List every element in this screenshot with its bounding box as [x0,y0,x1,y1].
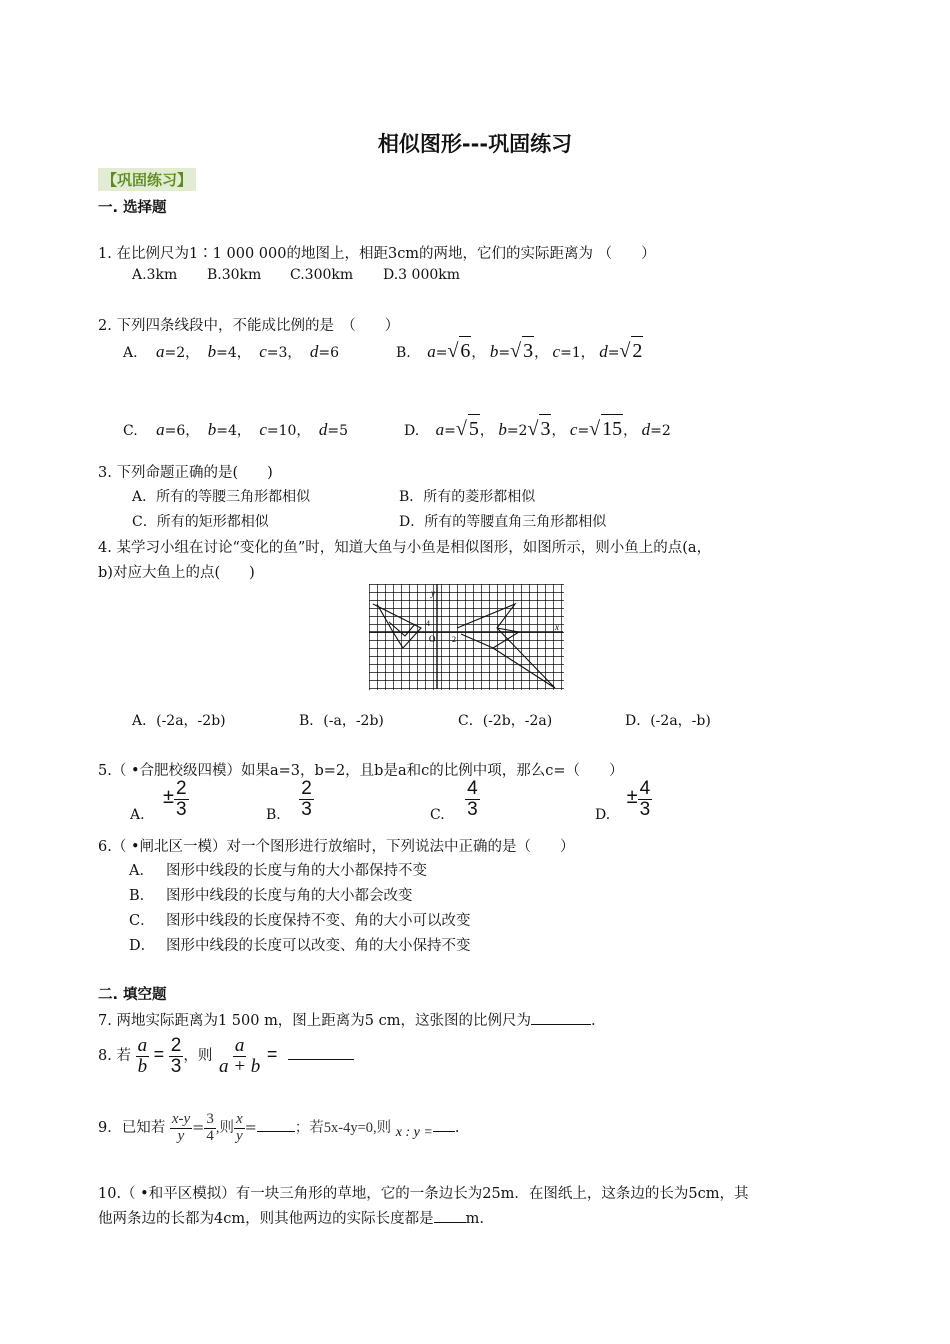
separator: ， [534,345,549,361]
var-d: d [309,342,319,361]
q2-option-b [396,336,643,367]
denominator: b [137,1055,148,1077]
q2-a-b-value: =4， [216,345,251,361]
question-9 [98,1104,459,1153]
equals-sign: = [577,423,590,439]
q1-option-a: A.3km [132,267,178,283]
tick-label-4: 4 [426,619,430,628]
fraction [638,779,653,820]
denominator: 3 [467,798,478,820]
q2-option-c [123,418,348,443]
q1-option-b: B.30km [207,267,262,283]
q3-option-d: D．所有的等腰直角三角形都相似 [399,514,607,530]
q5-option-c [430,778,480,824]
equals-sign: =2 [506,423,528,439]
var-b: b [207,420,217,439]
denominator: 3 [639,798,651,820]
q5-option-b [266,778,314,824]
var-b: b [489,342,499,361]
fraction-x-minus-y-over-y [170,1112,192,1145]
q3-option-b: B．所有的菱形都相似 [399,489,536,505]
q2-a-label: A. [123,345,138,361]
equals-sign: = [444,423,456,439]
equals-sign: = [266,1044,278,1064]
var-d: d [599,342,608,361]
q2-c-b-value: =4， [216,423,251,439]
radicand: 15 [601,414,623,443]
section-heading-choice: 一. 选择题 [98,200,167,216]
q2-c-c-value: =10， [266,423,311,439]
sqrt-expression: √ 5 [456,414,480,443]
q2-d-d-value: =2 [650,423,671,439]
section-heading-fill: 二. 填空题 [98,987,167,1003]
numerator: 2 [176,778,187,799]
q3-option-a: A．所有的等腰三角形都相似 [132,489,311,505]
question-3-stem: 3. 下列命题正确的是( ) [98,465,273,481]
numerator: 2 [301,778,312,799]
unit: m. [465,1211,484,1227]
radicand: 5 [468,414,480,443]
x-axis-label: x [555,622,559,632]
question-10-line2 [98,1207,484,1228]
question-8 [98,1030,354,1080]
numerator: 4 [639,778,651,799]
ratio-expression: x : y = [395,1125,433,1140]
answer-blank [434,1222,466,1223]
q2-b-c-value: =1， [560,345,595,361]
radicand: 3 [522,336,534,365]
q4-option-c: C．(-2b，-2a) [458,713,553,729]
fraction [299,779,314,820]
q2-c-a-value: =6， [164,423,200,439]
answer-blank [288,1059,354,1060]
answer-blank [531,1024,591,1025]
denominator: 3 [176,798,187,820]
denominator: y [177,1127,185,1144]
radicand: 6 [459,336,471,365]
period: . [591,1013,596,1029]
question-4-stem-line1: 4. 某学习小组在讨论“变化的鱼”时，知道大鱼与小鱼是相似图形，如图所示，则小鱼上的点(a， [98,540,712,556]
question-10-line1: 10.（ •和平区模拟）有一块三角形的草地，它的一条边长为25m．在图纸上，这条边的长为5cm，其 [98,1186,749,1202]
q2-a-c-value: =3， [266,345,302,361]
q2-c-d-value: =5 [327,423,348,439]
fraction-a-over-b [136,1036,150,1077]
q3-option-c: C．所有的矩形都相似 [132,514,269,530]
plus-minus-sign: ± [163,786,174,809]
var-c: c [569,420,578,439]
q2-d-label: D. [404,423,420,439]
var-a: a [435,420,445,439]
question-9-prefix: 9．已知若 [98,1120,166,1136]
equals-sign: = [498,345,511,361]
fraction-2-over-3 [169,1036,184,1077]
denominator: a + b [218,1055,261,1077]
q2-b-label: B. [396,345,411,361]
numerator: x [235,1110,243,1127]
numerator: a [137,1034,148,1056]
q4-option-b: B．(-a，-2b) [299,713,384,729]
equals-sign: = [192,1120,205,1136]
sqrt-expression: √ 6 [447,336,471,365]
numerator: x-y [171,1110,191,1127]
fraction [465,779,480,820]
q5-b-label: B. [266,807,281,824]
q6-option-c [129,909,471,930]
q2-option-a [123,340,339,365]
radicand: 2 [631,336,643,365]
equals-sign: = [153,1044,165,1064]
numerator: 4 [467,778,478,799]
fraction [174,779,189,820]
q6-option-b [129,884,413,905]
var-d: d [641,420,651,439]
q5-option-d [595,778,652,824]
var-c: c [259,342,267,361]
q6-option-a [129,859,427,880]
question-1-stem: 1. 在比例尺为1∶1 000 000的地图上，相距3cm的两地，它们的实际距离为 （ ） [98,246,656,262]
numerator: a [234,1034,245,1056]
fish-figure [369,584,564,690]
sqrt-expression: √ 15 [589,414,623,443]
sqrt-expression: √ 3 [527,414,551,443]
q6-b-text: 图形中线段的长度与角的大小都会改变 [166,888,413,904]
equals-sign: = [435,345,448,361]
q5-c-label: C. [430,807,445,824]
y-axis-label: y [431,588,435,598]
fraction-x-over-y [234,1112,245,1145]
plus-minus-sign: ± [626,786,638,809]
q6-c-label: C． [129,913,155,929]
period: . [454,1120,460,1136]
small-fish-tail [389,622,415,636]
separator: ， [623,423,638,439]
question-10-text: 他两条边的长都为4cm，则其他两边的实际长度都是 [98,1211,434,1227]
denominator: 3 [170,1055,182,1077]
q4-option-a: A．(-2a，-2b) [132,713,226,729]
q6-b-label: B． [129,888,155,904]
question-8-prefix: 8. 若 [98,1048,131,1064]
denominator: 3 [301,798,312,820]
then-word: ，则 [183,1048,213,1064]
tick-label-2: 2 [452,635,456,644]
separator: ， [471,345,486,361]
question-9-condition: ；若5x-4y=0,则 [294,1120,392,1136]
question-2-stem: 2. 下列四条线段中，不能成比例的是 （ ） [98,318,400,334]
q2-c-label: C. [123,423,138,439]
sqrt-expression: √ 2 [619,336,643,365]
q6-a-label: A． [129,863,154,879]
page-title: 相似图形---巩固练习 [377,132,573,156]
question-4-stem-line2: b)对应大鱼上的点( ) [98,565,255,581]
numerator: 3 [206,1110,214,1127]
origin-label: O [429,634,436,644]
q2-option-d [404,414,671,445]
q5-a-label: A. [130,807,145,824]
q2-a-a-value: =2， [164,345,200,361]
var-c: c [259,420,267,439]
equals-sign: = [607,345,620,361]
answer-blank [257,1131,295,1132]
q5-option-a [130,778,189,824]
q1-option-c: C.300km [290,267,354,283]
denominator: 4 [206,1127,214,1144]
question-6-stem: 6.（ •闸北区一模）对一个图形进行放缩时，下列说法中正确的是（ ） [98,839,575,855]
q5-d-label: D. [595,807,611,824]
q6-c-text: 图形中线段的长度保持不变、角的大小可以改变 [166,913,471,929]
fraction-3-over-4 [204,1112,216,1145]
fish-grid-svg [369,584,564,690]
numerator: 2 [170,1034,182,1056]
var-b: b [207,342,217,361]
then-word: ,则 [215,1120,234,1136]
denominator: y [235,1127,243,1144]
q1-option-d: D.3 000km [383,267,461,283]
separator: ， [479,423,494,439]
var-a: a [156,342,165,361]
q6-d-label: D． [129,938,156,954]
var-a: a [156,420,165,439]
fraction-a-over-a-plus-b [217,1036,262,1077]
section-tag: 【巩固练习】 [98,168,196,191]
var-c: c [552,342,561,361]
q6-a-text: 图形中线段的长度与角的大小都保持不变 [166,863,427,879]
q6-d-text: 图形中线段的长度可以改变、角的大小保持不变 [166,938,471,954]
separator: ， [551,423,566,439]
question-5-stem: 5.（ •合肥校级四模）如果a=3，b=2，且b是a和c的比例中项，那么c=（ ） [98,763,624,779]
var-b: b [498,420,507,439]
sqrt-expression: √ 3 [510,336,534,365]
radicand: 3 [539,414,551,443]
var-a: a [427,342,436,361]
var-d: d [318,420,328,439]
q6-option-d [129,934,471,955]
q4-option-d: D．(-2a，-b) [625,713,711,729]
question-7 [98,1009,596,1030]
q2-a-d-value: =6 [318,345,339,361]
question-7-stem: 7. 两地实际距离为1 500 m，图上距离为5 cm，这张图的比例尺为 [98,1013,532,1029]
answer-blank [433,1131,455,1132]
equals-sign: = [244,1120,257,1136]
